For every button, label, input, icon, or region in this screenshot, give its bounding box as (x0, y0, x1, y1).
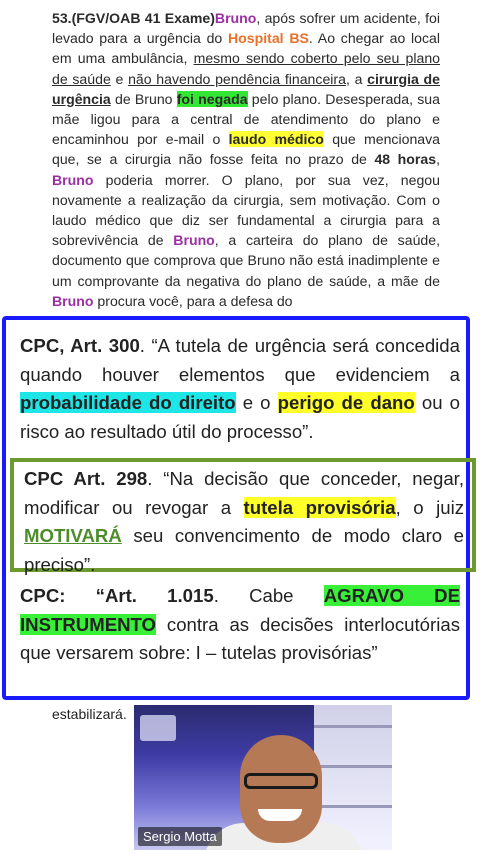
text-segment: , a carteira do plano de saúde, documento que comprova que Bruno não está inadimplente e um comprovante da negativa do plano de saúde, a mãe de (52, 232, 440, 289)
text-segment: , após sofrer um acidente, foi levado para a urgência do (52, 10, 441, 47)
highlight-green: foi negada (176, 90, 248, 107)
article-text: e o (235, 392, 278, 414)
article-text: , o juiz (395, 496, 464, 518)
highlight-yellow: perigo de dano (277, 392, 415, 414)
text-segment: , a (345, 70, 368, 87)
webcam-video-tile[interactable] (134, 705, 392, 850)
text-segment: procura você, para a defesa do (93, 292, 293, 309)
underlined-phrase: não havendo pendência financeira (128, 70, 346, 87)
green-underlined-word: MOTIVARÁ (24, 525, 122, 547)
articles-panel (2, 316, 470, 700)
article-text: seu convencimento de modo claro e preciso”. (24, 525, 464, 575)
article-cpc-298 (24, 465, 464, 579)
article-ref: CPC Art. 298 (24, 468, 148, 489)
highlight-yellow: laudo médico (228, 131, 324, 148)
name-bruno: Bruno (52, 171, 94, 188)
article-cpc-1015 (20, 582, 460, 668)
article-ref: CPC: “Art. 1.015 (20, 585, 214, 606)
name-bruno: Bruno (173, 232, 215, 249)
article-text: . “A tutela de urgência será concedida quando houver elementos que evidenciem a (20, 335, 460, 385)
text-segment: . Ao chegar ao local em uma ambulância, (52, 30, 440, 67)
article-text: contra as decisões interlocutórias que versarem sobre: I – tutelas provisórias” (20, 613, 460, 664)
highlight-yellow: tutela provisória (243, 496, 396, 518)
article-cpc-298-box (10, 458, 476, 575)
question-text (52, 8, 440, 311)
name-bruno: Bruno (52, 292, 94, 309)
presenter-head (240, 735, 322, 843)
bold-underlined-phrase: cirurgia de urgência (52, 70, 440, 107)
article-ref: CPC, Art. 300 (20, 335, 140, 356)
presenter-glasses (244, 773, 318, 789)
presenter-smile (258, 809, 302, 821)
highlight-cyan: probabilidade do direito (20, 392, 236, 414)
background-lamp (140, 715, 176, 741)
hospital-name: Hospital BS (228, 30, 309, 47)
bold-phrase: 48 horas (374, 151, 437, 168)
text-segment: poderia morrer. O plano, por sua vez, negou novamente a realização da cirurgia, sem motivação. Com o laudo médico que diz ser fundamental a cirurgia para a sobrevivência de (52, 171, 440, 249)
participant-name-label: Sergio Motta (138, 827, 222, 846)
underlined-phrase: mesmo sendo coberto pelo seu plano de saúde (52, 50, 441, 87)
text-segment: pelo plano. Desesperada, sua mãe ligou para a central de atendimento do plano e encaminhou por e-mail o (52, 90, 440, 148)
article-text: . “Na decisão que conceder, negar, modificar ou revogar a (24, 468, 464, 518)
text-segment: e (110, 70, 129, 87)
article-text: ou o risco ao resultado útil do processo”. (20, 392, 460, 442)
document-tail-text: estabilizará. (52, 706, 127, 722)
name-bruno: Bruno (214, 10, 257, 26)
article-text: . Cabe (213, 585, 324, 606)
text-segment: de Bruno (110, 90, 177, 107)
question-label: 53.(FGV/OAB 41 Exame) (52, 10, 215, 26)
text-segment: , (436, 151, 440, 168)
highlight-green: AGRAVO DE INSTRUMENTO (20, 585, 460, 635)
text-segment: que mencionava que, se a cirurgia não fosse feita no prazo de (52, 131, 441, 168)
article-cpc-300 (20, 332, 460, 446)
